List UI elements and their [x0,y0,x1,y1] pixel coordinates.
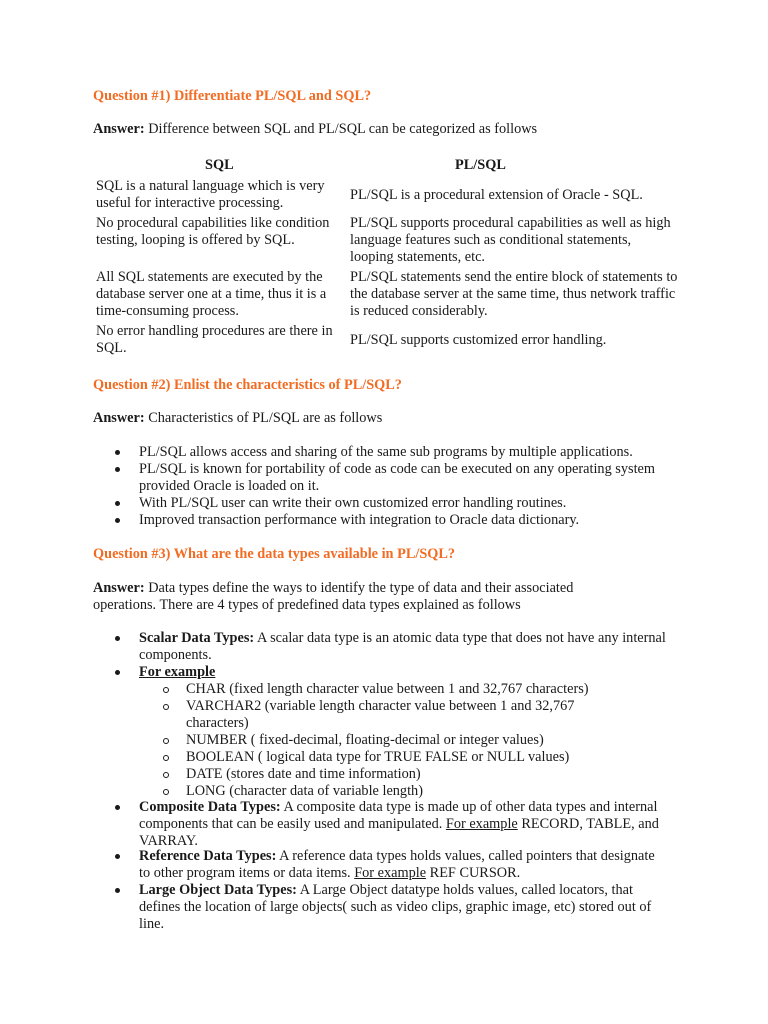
table-row [93,178,678,212]
list-item-text [139,882,659,933]
circle-bullet-icon [163,772,169,778]
answer-label: Answer: [93,410,145,426]
sub-list-item-text: CHAR (fixed length character value between 1 and 32,767 characters) [186,681,589,697]
bullet-icon [115,888,120,893]
table-cell-plsql [350,323,680,357]
table-header-sql: SQL [205,157,234,173]
circle-bullet-icon [163,789,169,795]
list-item-text: With PL/SQL user can write their own customized error handling routines. [139,495,567,511]
example-label: For example [139,664,216,680]
sub-list-item-text: VARCHAR2 (variable length character value between 1 and 32,767 characters) [186,698,575,731]
answer-label: Answer: [93,580,145,596]
list-item-text [139,848,659,882]
sub-list-item-text: DATE (stores date and time information) [186,766,421,782]
table-row [93,323,678,357]
answer-text: Characteristics of PL/SQL are as follows [144,410,383,426]
list-item-text: PL/SQL is known for portability of code as code can be executed on any operating system provided Oracle is loaded on it. [139,461,656,494]
bullet-icon [115,501,120,506]
reference-example-label: For example [354,865,427,881]
circle-bullet-icon [163,704,169,710]
sub-list-item-text: LONG (character data of variable length) [186,783,423,799]
list-item-text [139,630,691,664]
circle-bullet-icon [163,738,169,744]
cell-text: PL/SQL is a procedural extension of Oracle - SQL. [350,186,643,203]
question-2-answer [93,410,693,427]
scalar-text: A scalar data type is an atomic data type that does not have any internal components. [139,630,666,663]
table-row [93,215,678,266]
table-cell-plsql: PL/SQL supports procedural capabilities as well as high language features such as conditional statements, looping statements, etc. [350,215,671,265]
lob-label: Large Object Data Types: [139,882,297,898]
lob-text: A Large Object datatype holds values, called locators, that defines the location of large objects( such as video clips, graphic image, etc) stored out of line. [139,882,652,932]
sub-list-item-text: NUMBER ( fixed-decimal, floating-decimal or integer values) [186,732,544,748]
composite-example-text: RECORD, TABLE, and VARRAY. [139,816,659,849]
question-3-title: Question #3) What are the data types available in PL/SQL? [93,546,456,562]
bullet-icon [115,467,120,472]
table-cell-sql: No procedural capabilities like condition testing, looping is offered by SQL. [96,215,330,248]
table-cell-sql: SQL is a natural language which is very useful for interactive processing. [96,178,325,211]
table-cell-plsql: PL/SQL statements send the entire block of statements to the database server at the same time, thus network traffic is reduced considerably. [350,269,678,319]
table-header-plsql: PL/SQL [455,157,506,173]
bullet-icon [115,518,120,523]
question-3-answer [93,580,633,614]
reference-example-text: REF CURSOR. [426,865,521,881]
list-item-text [139,799,691,850]
table-cell-plsql [350,178,680,212]
table-cell-sql: All SQL statements are executed by the database server one at a time, thus it is a time-consuming process. [96,269,327,319]
bullet-icon [115,854,120,859]
bullet-icon [115,636,120,641]
circle-bullet-icon [163,755,169,761]
composite-text: A composite data type is made up of other data types and internal components that can be easily used and manipulated. [139,799,658,832]
answer-label: Answer: [93,121,145,137]
list-item-text [139,664,691,681]
question-1-title: Question #1) Differentiate PL/SQL and SQL? [93,88,372,104]
reference-label: Reference Data Types: [139,848,277,864]
table-cell-sql: No error handling procedures are there in SQL. [96,323,333,356]
reference-text: A reference data types holds values, called pointers that designate to other program items or data items. [139,848,655,881]
circle-bullet-icon [163,687,169,693]
answer-text: Data types define the ways to identify the type of data and their associated operations. There are 4 types of predefined data types explained as follows [93,580,574,613]
question-1-answer [93,121,693,138]
answer-text: Difference between SQL and PL/SQL can be categorized as follows [144,121,538,137]
list-item-text: Improved transaction performance with integration to Oracle data dictionary. [139,512,580,528]
composite-label: Composite Data Types: [139,799,281,815]
cell-text: PL/SQL supports customized error handling. [350,331,607,348]
composite-example-label: For example [445,816,518,832]
bullet-icon [115,450,120,455]
sub-list-item-text: BOOLEAN ( logical data type for TRUE FALSE or NULL values) [186,749,570,765]
list-item-text: PL/SQL allows access and sharing of the same sub programs by multiple applications. [139,444,633,460]
bullet-icon [115,670,120,675]
bullet-icon [115,805,120,810]
question-2-title: Question #2) Enlist the characteristics of PL/SQL? [93,377,402,393]
table-row [93,269,678,320]
scalar-label: Scalar Data Types: [139,630,255,646]
